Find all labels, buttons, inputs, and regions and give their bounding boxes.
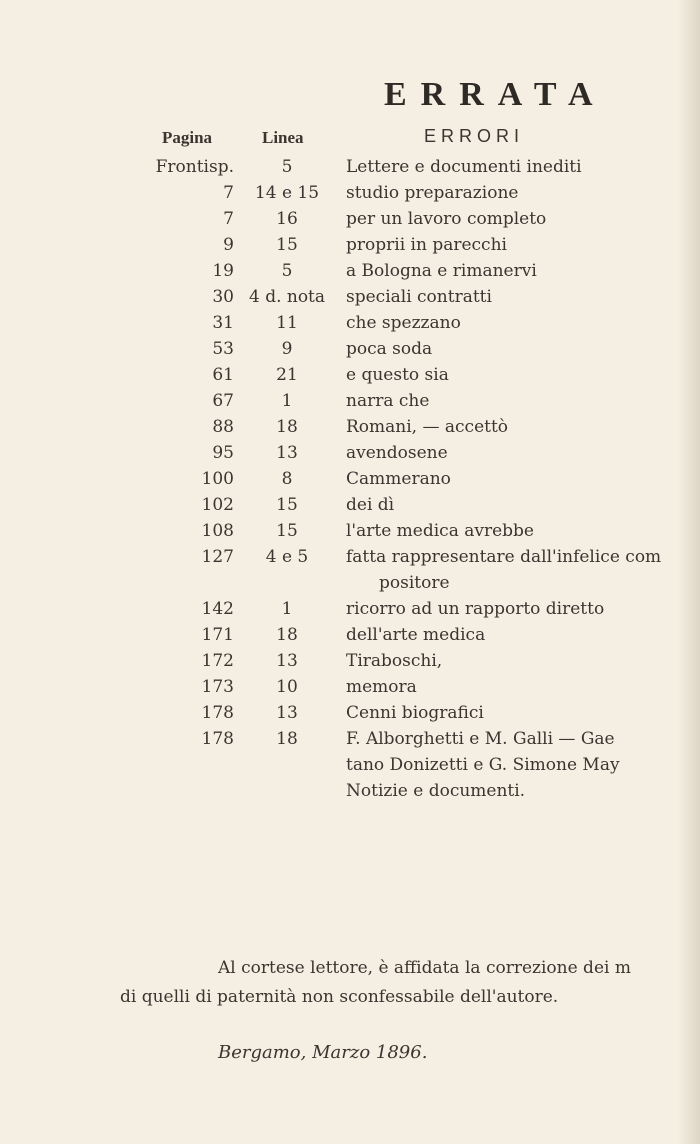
- cell-pagina: 172: [201, 651, 234, 671]
- cell-pagina: 61: [212, 365, 234, 385]
- cell-linea: 14 e 15: [254, 183, 320, 203]
- cell-errore: memora: [346, 677, 417, 697]
- cell-linea: 16: [276, 209, 298, 229]
- cell-errore-continued: tano Donizetti e G. Simone May: [346, 755, 620, 775]
- table-row: [0, 365, 700, 391]
- cell-errore: a Bologna e rimanervi: [346, 261, 537, 281]
- cell-linea: 9: [281, 339, 293, 359]
- table-row: [0, 729, 700, 755]
- cell-errore: per un lavoro completo: [346, 209, 547, 229]
- place-date: Bergamo, Marzo 1896.: [218, 1042, 428, 1063]
- cell-pagina: 178: [201, 703, 234, 723]
- cell-linea: 5: [281, 157, 293, 177]
- cell-linea: 13: [276, 703, 298, 723]
- table-row: [0, 261, 700, 287]
- cell-errore: ricorro ad un rapporto diretto: [346, 599, 605, 619]
- table-row: [0, 547, 700, 573]
- cell-linea: 18: [276, 417, 298, 437]
- table-row: [0, 209, 700, 235]
- cell-errore: dei dì: [346, 495, 395, 515]
- table-row: [0, 625, 700, 651]
- note-to-reader: [120, 954, 631, 1012]
- cell-linea: 13: [276, 443, 298, 463]
- cell-errore: poca soda: [346, 339, 433, 359]
- cell-pagina: 108: [201, 521, 234, 541]
- note-line-1: Al cortese lettore, è affidata la correzione dei m: [218, 958, 631, 978]
- table-row: [0, 443, 700, 469]
- note-line-2: di quelli di paternità non sconfessabile dell'autore.: [120, 987, 559, 1007]
- table-row: [0, 495, 700, 521]
- cell-linea: 1: [281, 391, 293, 411]
- table-row: [0, 677, 700, 703]
- cell-linea: 5: [281, 261, 293, 281]
- cell-pagina: Frontisp.: [155, 157, 234, 177]
- table-row: [0, 521, 700, 547]
- cell-linea: 15: [276, 521, 298, 541]
- table-row: [0, 339, 700, 365]
- cell-pagina: 31: [212, 313, 234, 333]
- cell-pagina: 171: [201, 625, 234, 645]
- cell-linea: 18: [276, 625, 298, 645]
- cell-linea: 10: [276, 677, 298, 697]
- errata-title: ERRATA: [384, 76, 607, 113]
- cell-pagina: 100: [201, 469, 234, 489]
- cell-errore: fatta rappresentare dall'infelice com: [346, 547, 662, 567]
- table-row: [0, 651, 700, 677]
- page-edge-shadow: [678, 0, 700, 1144]
- cell-pagina: 19: [212, 261, 234, 281]
- cell-pagina: 178: [201, 729, 234, 749]
- cell-errore: F. Alborghetti e M. Galli — Gae: [346, 729, 615, 749]
- cell-linea: 11: [276, 313, 298, 333]
- cell-errore: Cammerano: [346, 469, 451, 489]
- cell-pagina: 88: [212, 417, 234, 437]
- cell-pagina: 7: [223, 183, 234, 203]
- cell-linea: 13: [276, 651, 298, 671]
- table-row: [0, 703, 700, 729]
- cell-errore: studio preparazione: [346, 183, 519, 203]
- table-row: [0, 287, 700, 313]
- table-row: [0, 183, 700, 209]
- cell-errore: avendosene: [346, 443, 448, 463]
- cell-pagina: 67: [212, 391, 234, 411]
- cell-errore: proprii in parecchi: [346, 235, 507, 255]
- cell-errore: speciali contratti: [346, 287, 492, 307]
- table-row-continuation: [0, 781, 700, 807]
- table-row: [0, 599, 700, 625]
- cell-pagina: 142: [201, 599, 234, 619]
- errata-table: [0, 157, 700, 807]
- cell-errore: che spezzano: [346, 313, 461, 333]
- cell-errore-continued: positore: [379, 573, 450, 593]
- cell-errore: dell'arte medica: [346, 625, 486, 645]
- table-row: [0, 157, 700, 183]
- cell-errore: Lettere e documenti inediti: [346, 157, 582, 177]
- cell-linea: 1: [281, 599, 293, 619]
- cell-linea: 15: [276, 235, 298, 255]
- cell-linea: 21: [276, 365, 298, 385]
- cell-pagina: 53: [212, 339, 234, 359]
- cell-pagina: 7: [223, 209, 234, 229]
- cell-pagina: 95: [212, 443, 234, 463]
- cell-pagina: 9: [223, 235, 234, 255]
- cell-errore: e questo sia: [346, 365, 449, 385]
- cell-linea: 4 d. nota: [248, 287, 326, 307]
- header-linea: Linea: [262, 128, 304, 147]
- cell-errore: Tiraboschi,: [346, 651, 443, 671]
- cell-linea: 15: [276, 495, 298, 515]
- table-row: [0, 417, 700, 443]
- table-row: [0, 235, 700, 261]
- cell-linea: 8: [281, 469, 293, 489]
- cell-pagina: 127: [201, 547, 234, 567]
- cell-linea: 4 e 5: [265, 547, 309, 567]
- cell-errore: Cenni biografici: [346, 703, 484, 723]
- header-errori: ERRORI: [424, 126, 525, 146]
- table-row-continuation: [0, 755, 700, 781]
- table-row: [0, 469, 700, 495]
- cell-linea: 18: [276, 729, 298, 749]
- table-row-continuation: [0, 573, 700, 599]
- cell-errore-continued: Notizie e documenti.: [346, 781, 526, 801]
- table-row: [0, 391, 700, 417]
- table-row: [0, 313, 700, 339]
- cell-pagina: 30: [212, 287, 234, 307]
- cell-errore: l'arte medica avrebbe: [346, 521, 534, 541]
- header-pagina: Pagina: [162, 128, 213, 147]
- cell-errore: narra che: [346, 391, 430, 411]
- cell-errore: Romani, — accettò: [346, 417, 509, 437]
- cell-pagina: 102: [201, 495, 234, 515]
- cell-pagina: 173: [201, 677, 234, 697]
